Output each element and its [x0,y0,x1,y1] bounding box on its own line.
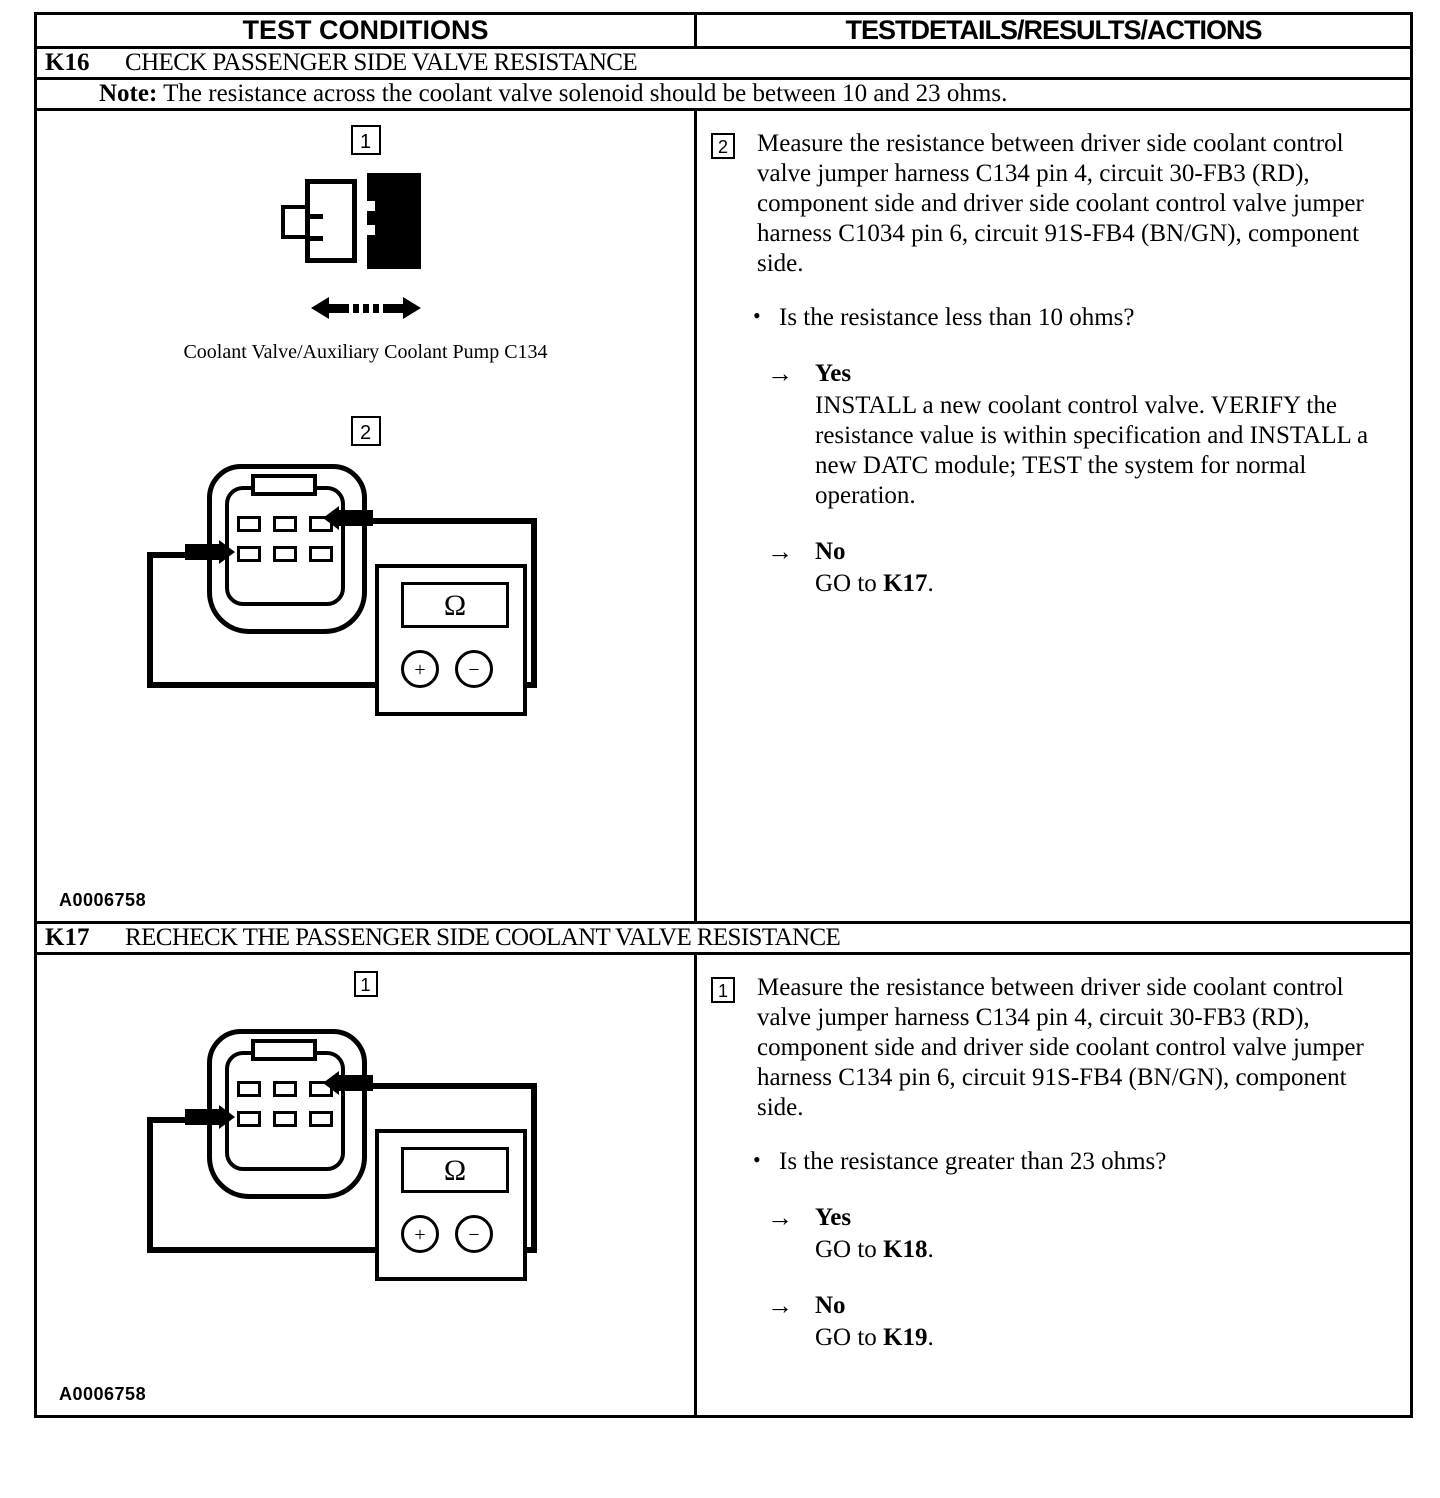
direction-arrow-icon [311,297,421,319]
wire-right-vertical [531,626,537,688]
connector-slot-b [363,225,375,235]
content-row-k16 [36,110,1412,923]
bullet-icon: • [753,303,761,328]
detail-body-k16: Measure the resistance between driver side coolant control valve jumper harness C134 pin 4, circuit 30-FB3 (RD), component side and driver side coolant control valve jumper harness C1034 pin 6, circuit 91S-FB4 (BN/GN), component side. [757,130,1364,277]
multimeter-display: Ω [401,582,509,628]
arrow-icon: → [767,1291,793,1320]
answer-yes-k17 [711,1203,1390,1265]
step-header-cell-k16 [36,48,1412,79]
answer-label-no-k17: No [815,1292,846,1319]
figure-connector-c134 [37,111,694,372]
details-cell-k17 [696,954,1412,1417]
answer-no-k17 [711,1291,1390,1353]
bullet-icon: • [753,1147,761,1172]
step-header-cell-k17 [36,923,1412,954]
note-label: Note: [99,80,158,107]
multimeter-display: Ω [401,1147,509,1193]
wire-right-up [531,1083,537,1195]
multimeter-jack-positive: + [401,650,439,688]
details-cell-k16 [696,110,1412,923]
connector-block [367,173,421,269]
note-text: The resistance across the coolant valve solenoid should be between 10 and 23 ohms. [163,80,1008,107]
detail-body-k17: Measure the resistance between driver side coolant control valve jumper harness C134 pin 4, circuit 30-FB3 (RD), component side and driver side coolant control valve jumper harness C134 pin 6, circuit 91S-FB4 (BN/GN), component side. [757,974,1364,1121]
answer-no-k16 [711,537,1390,599]
image-code-k17: A0006758 [59,1384,147,1404]
detail-bullet-k17 [711,1147,1390,1177]
probe-left-icon [185,544,219,560]
step-title-k16: CHECK PASSENGER SIDE VALVE RESISTANCE [125,49,638,76]
arrow-icon: → [767,537,793,566]
connector-graphic [281,169,451,289]
multimeter-jack-positive: + [401,1215,439,1253]
step-title-k17: RECHECK THE PASSENGER SIDE COOLANT VALVE RESISTANCE [125,924,841,951]
content-row-k17 [36,954,1412,1417]
multimeter-jack-negative: − [455,650,493,688]
connector-body [305,179,357,263]
detail-bullet-k16 [711,303,1390,333]
note-row-k16 [36,79,1412,110]
table-header-row [36,14,1412,48]
answer-text-no-k17: GO to K19. [815,1324,934,1351]
answer-text-no-k16: GO to K17. [815,570,934,597]
answer-label-no-k16: No [815,538,846,565]
wire-top-right [355,518,537,524]
figure-caption: Coolant Valve/Auxiliary Coolant Pump C134 [183,341,548,363]
connector-slot-a [363,201,375,211]
arrow-icon: → [767,359,793,388]
callout-1-k17: 1 [354,971,378,997]
figure-meter-measurement-k16 [127,446,627,736]
step-row-k16 [36,48,1412,79]
answer-label-yes-k16: Yes [815,360,852,387]
figure-meter-measurement-k17 [127,1011,627,1301]
callout-1: 1 [351,125,381,155]
callout-2: 2 [351,416,381,446]
wire-top-right [355,1083,537,1089]
wire-left-vertical [147,1117,153,1253]
detail-callout-k17: 1 [711,977,735,1003]
note-cell-k16 [36,79,1412,110]
wire-left-vertical [147,552,153,688]
bullet-text-k17: Is the resistance greater than 23 ohms? [779,1148,1167,1175]
wire-right-vertical [531,1191,537,1253]
diagnostic-table [34,12,1413,1418]
multimeter-graphic [375,1129,527,1281]
answer-yes-k16 [711,359,1390,511]
probe-left-icon [185,1109,219,1125]
multimeter-jack-negative: − [455,1215,493,1253]
answer-text-yes-k16: INSTALL a new coolant control valve. VERIFY the resistance value is within specification and INSTALL a new DATC module; TEST the system for normal operation. [815,392,1369,509]
figure-cell-k17 [36,954,696,1417]
answer-label-yes-k17: Yes [815,1204,852,1231]
step-row-k17 [36,923,1412,954]
answer-text-yes-k17: GO to K18. [815,1236,934,1263]
detail-callout-k16: 2 [711,133,735,159]
header-test-conditions: TEST CONDITIONS [36,14,696,48]
header-test-details: TESTDETAILS/RESULTS/ACTIONS [696,14,1412,48]
wire-right-up [531,518,537,630]
probe-right-icon [339,1075,373,1091]
step-id-k17: K17 [45,924,90,951]
arrow-icon: → [767,1203,793,1232]
image-code-k16: A0006758 [59,890,147,910]
multimeter-graphic [375,564,527,716]
figure-cell-k16 [36,110,696,923]
step-id-k16: K16 [45,49,90,76]
probe-right-icon [339,510,373,526]
bullet-text-k16: Is the resistance less than 10 ohms? [779,304,1135,331]
